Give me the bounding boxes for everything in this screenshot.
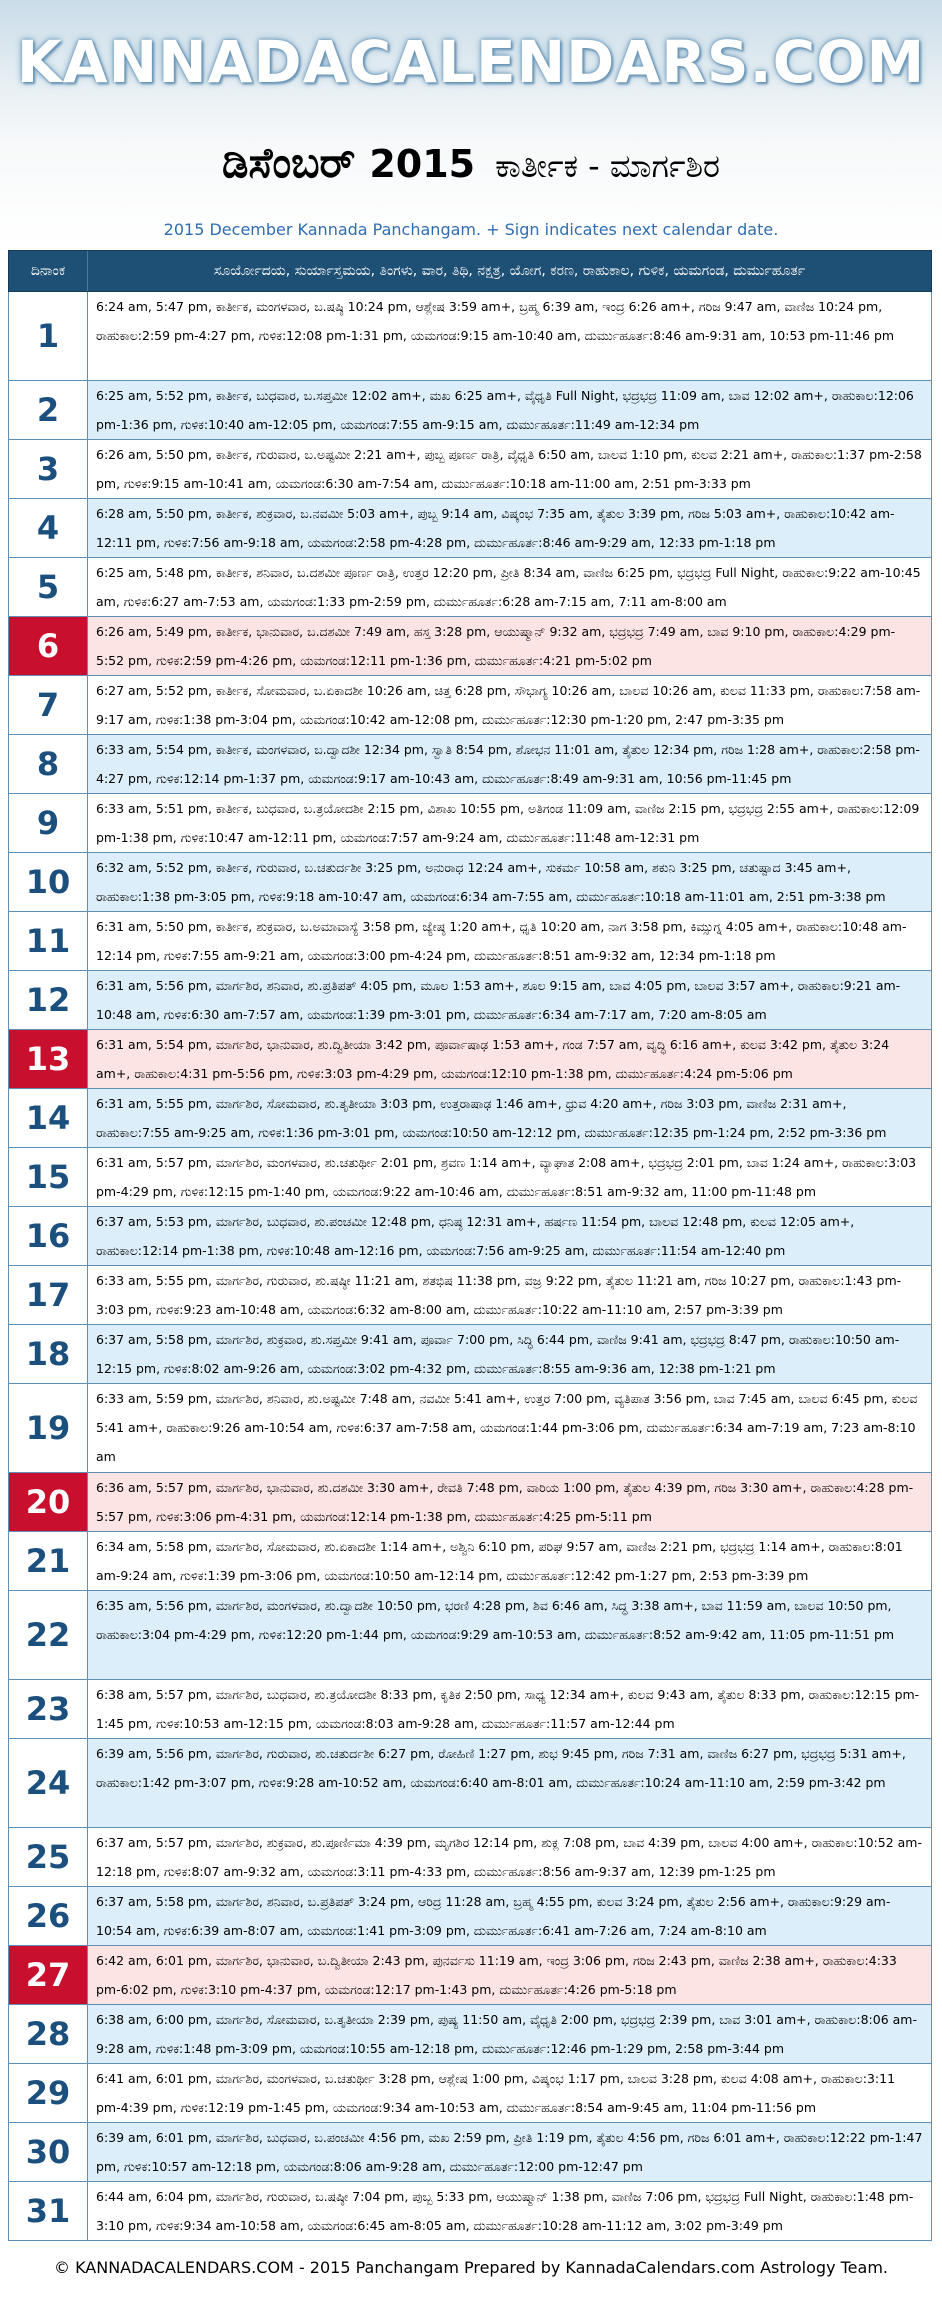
date-cell: 10 xyxy=(9,853,88,911)
date-cell: 11 xyxy=(9,912,88,970)
table-row xyxy=(8,735,932,794)
table-row xyxy=(8,617,932,676)
date-cell: 8 xyxy=(9,735,88,793)
details-cell: 6:28 am, 5:50 pm, ಕಾರ್ತೀಕ, ಶುಕ್ರವಾರ, ಬ.ನವಮೀ 5:03 am+, ಪುಬ್ಬ 9:14 am, ವಿಷ್ಕಂಭ 7:35 am, ತೈತುಲ 3:39 pm, ಗರಿಜ 5:03 am+, ರಾಹುಕಾಲ:10:42 am-12:11 pm, ಗುಳಿಕ:7:56 am-9:18 am, ಯಮಗಂಡ:2:58 pm-4:28 pm, ದುರ್ಮುಹೂರ್ತ:8:46 am-9:29 am, 12:33 pm-1:18 pm xyxy=(96,506,895,550)
details-cell: 6:37 am, 5:57 pm, ಮಾರ್ಗಶಿರ, ಶುಕ್ರವಾರ, ಶು.ಪೂರ್ಣಿಮಾ 4:39 pm, ಮೃಗಶಿರ 12:14 pm, ಶುಕ್ಲ 7:08 pm, ಬಾವ 4:39 pm, ಬಾಲವ 4:00 am+, ರಾಹುಕಾಲ:10:52 am-12:18 pm, ಗುಳಿಕ:8:07 am-9:32 am, ಯಮಗಂಡ:3:11 pm-4:33 pm, ದುರ್ಮುಹೂರ್ತ:8:56 am-9:37 am, 12:39 pm-1:25 pm xyxy=(96,1835,922,1879)
table-row xyxy=(8,853,932,912)
details-cell: 6:37 am, 5:58 pm, ಮಾರ್ಗಶಿರ, ಶನಿವಾರ, ಬ.ಪ್ರತಿಪತ್ 3:24 pm, ಆರಿದ್ರ 11:28 am, ಬ್ರಹ್ಮ 4:55 pm, ಕುಲವ 3:24 pm, ತೈತುಲ 2:56 am+, ರಾಹುಕಾಲ:9:29 am-10:54 am, ಗುಳಿಕ:6:39 am-8:07 am, ಯಮಗಂಡ:1:41 pm-3:09 pm, ದುರ್ಮುಹೂರ್ತ:6:41 am-7:26 am, 7:24 am-8:10 am xyxy=(96,1894,891,1938)
details-cell: 6:41 am, 6:01 pm, ಮಾರ್ಗಶಿರ, ಮಂಗಳವಾರ, ಬ.ಚತುರ್ಥೀ 3:28 pm, ಆಶ್ಲೇಷ 1:00 pm, ವಿಷ್ಕಂಭ 1:17 pm, ಬಾಲವ 3:28 pm, ಕುಲವ 4:08 am+, ರಾಹುಕಾಲ:3:11 pm-4:39 pm, ಗುಳಿಕ:12:19 pm-1:45 pm, ಯಮಗಂಡ:9:34 am-10:53 am, ದುರ್ಮುಹೂರ್ತ:8:54 am-9:45 am, 11:04 pm-11:56 pm xyxy=(96,2071,896,2115)
date-cell: 28 xyxy=(9,2005,88,2063)
table-row xyxy=(8,1532,932,1591)
date-cell: 20 xyxy=(9,1473,88,1531)
date-cell: 12 xyxy=(9,971,88,1029)
date-cell: 31 xyxy=(9,2182,88,2240)
table-row xyxy=(8,1384,932,1473)
details-cell: 6:39 am, 5:56 pm, ಮಾರ್ಗಶಿರ, ಗುರುವಾರ, ಶು.ಚತುರ್ದಶೀ 6:27 pm, ರೋಹಿಣಿ 1:27 pm, ಶುಭ 9:45 pm, ಗರಿಜ 7:31 am, ವಾಣಿಜ 6:27 pm, ಭದ್ರಭದ್ರ 5:31 am+, ರಾಹುಕಾಲ:1:42 pm-3:07 pm, ಗುಳಿಕ:9:28 am-10:52 am, ಯಮಗಂಡ:6:40 am-8:01 am, ದುರ್ಮುಹೂರ್ತ:10:24 am-11:10 am, 2:59 pm-3:42 pm xyxy=(96,1746,906,1790)
details-cell: 6:25 am, 5:52 pm, ಕಾರ್ತೀಕ, ಬುಧವಾರ, ಬ.ಸಪ್ತಮೀ 12:02 am+, ಮಖ 6:25 am+, ವೈಧೃತಿ Full Night, ಭದ್ರಭದ್ರ 11:09 am, ಬಾವ 12:02 am+, ರಾಹುಕಾಲ:12:06 pm-1:36 pm, ಗುಳಿಕ:10:40 am-12:05 pm, ಯಮಗಂಡ:7:55 am-9:15 am, ದುರ್ಮುಹೂರ್ತ:11:49 am-12:34 pm xyxy=(96,388,914,432)
table-header xyxy=(8,250,932,292)
date-cell: 19 xyxy=(9,1384,88,1472)
date-cell: 1 xyxy=(9,292,88,380)
table-row xyxy=(8,1325,932,1384)
details-cell: 6:26 am, 5:49 pm, ಕಾರ್ತೀಕ, ಭಾನುವಾರ, ಬ.ದಶಮೀ 7:49 am, ಹಸ್ತ 3:28 pm, ಆಯುಷ್ಮಾನ್ 9:32 am, ಭದ್ರಭದ್ರ 7:49 am, ಬಾವ 9:10 pm, ರಾಹುಕಾಲ:4:29 pm-5:52 pm, ಗುಳಿಕ:2:59 pm-4:26 pm, ಯಮಗಂಡ:12:11 pm-1:36 pm, ದುರ್ಮುಹೂರ್ತ:4:21 pm-5:02 pm xyxy=(96,624,896,668)
details-cell: 6:25 am, 5:48 pm, ಕಾರ್ತೀಕ, ಶನಿವಾರ, ಬ.ದಶಮೀ ಪೂರ್ಣ ರಾತ್ರಿ, ಉತ್ತರ 12:20 pm, ಪ್ರೀತಿ 8:34 am, ವಾಣಿಜ 6:25 pm, ಭದ್ರಭದ್ರ Full Night, ರಾಹುಕಾಲ:9:22 am-10:45 am, ಗುಳಿಕ:6:27 am-7:53 am, ಯಮಗಂಡ:1:33 pm-2:59 pm, ದುರ್ಮುಹೂರ್ತ:6:28 am-7:15 am, 7:11 am-8:00 am xyxy=(96,565,921,609)
table-row xyxy=(8,1207,932,1266)
date-cell: 29 xyxy=(9,2064,88,2122)
date-cell: 18 xyxy=(9,1325,88,1383)
table-row xyxy=(8,1680,932,1739)
details-cell: 6:34 am, 5:58 pm, ಮಾರ್ಗಶಿರ, ಸೋಮವಾರ, ಶು.ಏಕಾದಶೀ 1:14 am+, ಅಶ್ವಿನಿ 6:10 pm, ಪರಿಘ 9:57 am, ವಾಣಿಜ 2:21 pm, ಭದ್ರಭದ್ರ 1:14 am+, ರಾಹುಕಾಲ:8:01 am-9:24 am, ಗುಳಿಕ:1:39 pm-3:06 pm, ಯಮಗಂಡ:10:50 am-12:14 pm, ದುರ್ಮುಹೂರ್ತ:12:42 pm-1:27 pm, 2:53 pm-3:39 pm xyxy=(96,1539,903,1583)
date-cell: 9 xyxy=(9,794,88,852)
details-cell: 6:37 am, 5:53 pm, ಮಾರ್ಗಶಿರ, ಬುಧವಾರ, ಶು.ಪಂಚಮೀ 12:48 pm, ಧನಿಷ್ಠ 12:31 am+, ಹರ್ಷಣ 11:54 pm, ಬಾಲವ 12:48 pm, ಕುಲವ 12:05 am+, ರಾಹುಕಾಲ:12:14 pm-1:38 pm, ಗುಳಿಕ:10:48 am-12:16 pm, ಯಮಗಂಡ:7:56 am-9:25 am, ದುರ್ಮುಹೂರ್ತ:11:54 am-12:40 pm xyxy=(96,1214,855,1258)
date-cell: 15 xyxy=(9,1148,88,1206)
details-cell: 6:26 am, 5:50 pm, ಕಾರ್ತೀಕ, ಗುರುವಾರ, ಬ.ಅಷ್ಟಮೀ 2:21 am+, ಪುಬ್ಬ ಪೂರ್ಣ ರಾತ್ರಿ, ವೈಧೃತಿ 6:50 am, ಬಾಲವ 1:10 pm, ಕುಲವ 2:21 am+, ರಾಹುಕಾಲ:1:37 pm-2:58 pm, ಗುಳಿಕ:9:15 am-10:41 am, ಯಮಗಂಡ:6:30 am-7:54 am, ದುರ್ಮುಹೂರ್ತ:10:18 am-11:00 am, 2:51 pm-3:33 pm xyxy=(96,447,922,491)
table-row xyxy=(8,1266,932,1325)
date-cell: 16 xyxy=(9,1207,88,1265)
details-cell: 6:31 am, 5:50 pm, ಕಾರ್ತೀಕ, ಶುಕ್ರವಾರ, ಬ.ಅಮಾವಾಸ್ಯೆ 3:58 pm, ಜ್ಯೇಷ್ಠ 1:20 am+, ಧೃತಿ 10:20 am, ನಾಗ 3:58 pm, ಕಿಮ್ಸುಗ್ನ 4:05 am+, ರಾಹುಕಾಲ:10:48 am-12:14 pm, ಗುಳಿಕ:7:55 am-9:21 am, ಯಮಗಂಡ:3:00 pm-4:24 pm, ದುರ್ಮುಹೂರ್ತ:8:51 am-9:32 am, 12:34 pm-1:18 pm xyxy=(96,919,907,963)
details-cell: 6:42 am, 6:01 pm, ಮಾರ್ಗಶಿರ, ಭಾನುವಾರ, ಬ.ದ್ವಿತೀಯಾ 2:43 pm, ಪುನರ್ವಸು 11:19 am, ಇಂದ್ರ 3:06 pm, ಗರಿಜ 2:43 pm, ವಾಣಿಜ 2:38 am+, ರಾಹುಕಾಲ:4:33 pm-6:02 pm, ಗುಳಿಕ:3:10 pm-4:37 pm, ಯಮಗಂಡ:12:17 pm-1:43 pm, ದುರ್ಮುಹೂರ್ತ:4:26 pm-5:18 pm xyxy=(96,1953,897,1997)
details-cell: 6:31 am, 5:54 pm, ಮಾರ್ಗಶಿರ, ಭಾನುವಾರ, ಶು.ದ್ವಿತೀಯಾ 3:42 pm, ಪೂರ್ವಾಷಾಢ 1:53 am+, ಗಂಡ 7:57 am, ವೃದ್ಧಿ 6:16 am+, ಕುಲವ 3:42 pm, ತೈತುಲ 3:24 am+, ರಾಹುಕಾಲ:4:31 pm-5:56 pm, ಗುಳಿಕ:3:03 pm-4:29 pm, ಯಮಗಂಡ:12:10 pm-1:38 pm, ದುರ್ಮುಹೂರ್ತ:4:24 pm-5:06 pm xyxy=(96,1037,890,1081)
details-cell: 6:24 am, 5:47 pm, ಕಾರ್ತೀಕ, ಮಂಗಳವಾರ, ಬ.ಷಷ್ಠಿ 10:24 pm, ಆಶ್ಲೇಷ 3:59 am+, ಬ್ರಹ್ಮ 6:39 am, ಇಂದ್ರ 6:26 am+, ಗರಿಜ 9:47 am, ವಾಣಿಜ 10:24 pm, ರಾಹುಕಾಲ:2:59 pm-4:27 pm, ಗುಳಿಕ:12:08 pm-1:31 pm, ಯಮಗಂಡ:9:15 am-10:40 am, ದುರ್ಮುಹೂರ್ತ:8:46 am-9:31 am, 10:53 pm-11:46 pm xyxy=(96,299,895,343)
details-cell: 6:33 am, 5:59 pm, ಮಾರ್ಗಶಿರ, ಶನಿವಾರ, ಶು.ಅಷ್ಟಮೀ 7:48 am, ನವಮೀ 5:41 am+, ಉತ್ತರ 7:00 pm, ವ್ಯತಿಪಾತ 3:56 pm, ಬಾವ 7:45 am, ಬಾಲವ 6:45 pm, ಕುಲವ 5:41 am+, ರಾಹುಕಾಲ:9:26 am-10:54 am, ಗುಳಿಕ:6:37 am-7:58 am, ಯಮಗಂಡ:1:44 pm-3:06 pm, ದುರ್ಮುಹೂರ್ತ:6:34 am-7:19 am, 7:23 am-8:10 am xyxy=(96,1391,918,1464)
details-cell: 6:44 am, 6:04 pm, ಮಾರ್ಗಶಿರ, ಗುರುವಾರ, ಬ.ಷಷ್ಠೀ 7:04 pm, ಪುಬ್ಬ 5:33 pm, ಆಯುಷ್ಮಾನ್ 1:38 pm, ವಾಣಿಜ 7:06 pm, ಭದ್ರಭದ್ರ Full Night, ರಾಹುಕಾಲ:1:48 pm-3:10 pm, ಗುಳಿಕ:9:34 am-10:58 am, ಯಮಗಂಡ:6:45 am-8:05 am, ದುರ್ಮುಹೂರ್ತ:10:28 am-11:12 am, 3:02 pm-3:49 pm xyxy=(96,2189,914,2233)
site-logo[interactable]: KANNADACALENDARS.COM xyxy=(16,28,926,96)
details-cell: 6:37 am, 5:58 pm, ಮಾರ್ಗಶಿರ, ಶುಕ್ರವಾರ, ಶು.ಸಪ್ತಮೀ 9:41 am, ಪೂರ್ವಾ 7:00 pm, ಸಿದ್ಧಿ 6:44 pm, ವಾಣಿಜ 9:41 am, ಭದ್ರಭದ್ರ 8:47 pm, ರಾಹುಕಾಲ:10:50 am-12:15 pm, ಗುಳಿಕ:8:02 am-9:26 am, ಯಮಗಂಡ:3:02 pm-4:32 pm, ದುರ್ಮುಹೂರ್ತ:8:55 am-9:36 am, 12:38 pm-1:21 pm xyxy=(96,1332,900,1376)
details-cell: 6:31 am, 5:55 pm, ಮಾರ್ಗಶಿರ, ಸೋಮವಾರ, ಶು.ತೃತೀಯಾ 3:03 pm, ಉತ್ತರಾಷಾಢ 1:46 am+, ಧ್ರುವ 4:20 am+, ಗರಿಜ 3:03 pm, ವಾಣಿಜ 2:31 am+, ರಾಹುಕಾಲ:7:55 am-9:25 am, ಗುಳಿಕ:1:36 pm-3:01 pm, ಯಮಗಂಡ:10:50 am-12:12 pm, ದುರ್ಮುಹೂರ್ತ:12:35 pm-1:24 pm, 2:52 pm-3:36 pm xyxy=(96,1096,887,1140)
table-row xyxy=(8,2123,932,2182)
table-row xyxy=(8,1089,932,1148)
details-cell: 6:33 am, 5:51 pm, ಕಾರ್ತೀಕ, ಬುಧವಾರ, ಬ.ತ್ರಯೋದಶೀ 2:15 pm, ವಿಶಾಖ 10:55 pm, ಅತಿಗಂಡ 11:09 am, ವಾಣಿಜ 2:15 pm, ಭದ್ರಭದ್ರ 2:55 am+, ರಾಹುಕಾಲ:12:09 pm-1:38 pm, ಗುಳಿಕ:10:47 am-12:11 pm, ಯಮಗಂಡ:7:57 am-9:24 am, ದುರ್ಮುಹೂರ್ತ:11:48 am-12:31 pm xyxy=(96,801,920,845)
header xyxy=(0,0,942,244)
date-cell: 4 xyxy=(9,499,88,557)
table-row xyxy=(8,971,932,1030)
details-cell: 6:39 am, 6:01 pm, ಮಾರ್ಗಶಿರ, ಬುಧವಾರ, ಬ.ಪಂಚಮೀ 4:56 pm, ಮಖ 2:59 pm, ಪ್ರೀತಿ 1:19 pm, ತೈತುಲ 4:56 pm, ಗರಿಜ 6:01 am+, ರಾಹುಕಾಲ:12:22 pm-1:47 pm, ಗುಳಿಕ:10:57 am-12:18 pm, ಯಮಗಂಡ:8:06 am-9:28 am, ದುರ್ಮುಹೂರ್ತ:12:00 pm-12:47 pm xyxy=(96,2130,923,2174)
table-row xyxy=(8,1739,932,1828)
table-row xyxy=(8,440,932,499)
table-row xyxy=(8,1828,932,1887)
date-cell: 25 xyxy=(9,1828,88,1886)
table-row xyxy=(8,381,932,440)
details-cell: 6:36 am, 5:57 pm, ಮಾರ್ಗಶಿರ, ಭಾನುವಾರ, ಶು.ದಶಮೀ 3:30 am+, ರೇವತಿ 7:48 pm, ವಾರಿಯ 1:00 pm, ತೈತುಲ 4:39 pm, ಗರಿಜ 3:30 am+, ರಾಹುಕಾಲ:4:28 pm-5:57 pm, ಗುಳಿಕ:3:06 pm-4:31 pm, ಯಮಗಂಡ:12:14 pm-1:38 pm, ದುರ್ಮುಹೂರ್ತ:4:25 pm-5:11 pm xyxy=(96,1480,914,1524)
table-row xyxy=(8,292,932,381)
date-cell: 24 xyxy=(9,1739,88,1827)
date-cell: 30 xyxy=(9,2123,88,2181)
date-cell: 6 xyxy=(9,617,88,675)
details-cell: 6:38 am, 6:00 pm, ಮಾರ್ಗಶಿರ, ಸೋಮವಾರ, ಬ.ತೃತೀಯಾ 2:39 pm, ಪುಷ್ಯ 11:50 am, ವೈಧೃತಿ 2:00 pm, ಭದ್ರಭದ್ರ 2:39 pm, ಬಾವ 3:01 am+, ರಾಹುಕಾಲ:8:06 am-9:28 am, ಗುಳಿಕ:1:48 pm-3:09 pm, ಯಮಗಂಡ:10:55 am-12:18 pm, ದುರ್ಮುಹೂರ್ತ:12:46 pm-1:29 pm, 2:58 pm-3:44 pm xyxy=(96,2012,917,2056)
table-row xyxy=(8,1591,932,1680)
date-cell: 26 xyxy=(9,1887,88,1945)
table-row xyxy=(8,912,932,971)
details-cell: 6:35 am, 5:56 pm, ಮಾರ್ಗಶಿರ, ಮಂಗಳವಾರ, ಶು.ದ್ವಾದಶೀ 10:50 pm, ಭರಣಿ 4:28 pm, ಶಿವ 6:46 am, ಸಿದ್ಧ 3:38 am+, ಬಾವ 11:59 am, ಬಾಲವ 10:50 pm, ರಾಹುಕಾಲ:3:04 pm-4:29 pm, ಗುಳಿಕ:12:20 pm-1:44 pm, ಯಮಗಂಡ:9:29 am-10:53 am, ದುರ್ಮುಹೂರ್ತ:8:52 am-9:42 am, 11:05 pm-11:51 pm xyxy=(96,1598,895,1642)
hindu-months: ಕಾರ್ತೀಕ - ಮಾರ್ಗಶಿರ xyxy=(495,147,720,185)
details-cell: 6:31 am, 5:56 pm, ಮಾರ್ಗಶಿರ, ಶನಿವಾರ, ಶು.ಪ್ರತಿಪತ್ 4:05 pm, ಮೂಲ 1:53 am+, ಶೂಲ 9:15 am, ಬಾವ 4:05 pm, ಬಾಲವ 3:57 am+, ರಾಹುಕಾಲ:9:21 am-10:48 am, ಗುಳಿಕ:6:30 am-7:57 am, ಯಮಗಂಡ:1:39 pm-3:01 pm, ದುರ್ಮುಹೂರ್ತ:6:34 am-7:17 am, 7:20 am-8:05 am xyxy=(96,978,901,1022)
details-cell: 6:38 am, 5:57 pm, ಮಾರ್ಗಶಿರ, ಬುಧವಾರ, ಶು.ತ್ರಯೋದಶೀ 8:33 pm, ಕೃತಿಕ 2:50 pm, ಸಾಧ್ಯ 12:34 am+, ಕುಲವ 9:43 am, ತೈತುಲ 8:33 pm, ರಾಹುಕಾಲ:12:15 pm-1:45 pm, ಗುಳಿಕ:10:53 am-12:15 pm, ಯಮಗಂಡ:8:03 am-9:28 am, ದುರ್ಮುಹೂರ್ತ:11:57 am-12:44 pm xyxy=(96,1687,920,1731)
year-title: 2015 xyxy=(369,142,476,186)
date-cell: 5 xyxy=(9,558,88,616)
details-cell: 6:32 am, 5:52 pm, ಕಾರ್ತೀಕ, ಗುರುವಾರ, ಬ.ಚತುರ್ದಶೀ 3:25 pm, ಅನುರಾಧ 12:24 am+, ಸುಕರ್ಮ 10:58 am, ಶಕುನಿ 3:25 pm, ಚತುಷ್ಪಾದ 3:45 am+, ರಾಹುಕಾಲ:1:38 pm-3:05 pm, ಗುಳಿಕ:9:18 am-10:47 am, ಯಮಗಂಡ:6:34 am-7:55 am, ದುರ್ಮುಹೂರ್ತ:10:18 am-11:01 am, 2:51 pm-3:38 pm xyxy=(96,860,886,904)
date-cell: 27 xyxy=(9,1946,88,2004)
details-cell: 6:27 am, 5:52 pm, ಕಾರ್ತೀಕ, ಸೋಮವಾರ, ಬ.ಏಕಾದಶೀ 10:26 am, ಚಿತ್ತ 6:28 pm, ಸೌಭಾಗ್ಯ 10:26 am, ಬಾಲವ 10:26 am, ಕುಲವ 11:33 pm, ರಾಹುಕಾಲ:7:58 am-9:17 am, ಗುಳಿಕ:1:38 pm-3:04 pm, ಯಮಗಂಡ:10:42 am-12:08 pm, ದುರ್ಮುಹೂರ್ತ:12:30 pm-1:20 pm, 2:47 pm-3:35 pm xyxy=(96,683,921,727)
table-row xyxy=(8,1946,932,2005)
details-cell: 6:33 am, 5:54 pm, ಕಾರ್ತೀಕ, ಮಂಗಳವಾರ, ಬ.ದ್ವಾದಶೀ 12:34 pm, ಸ್ವಾತಿ 8:54 pm, ಶೋಭನ 11:01 am, ತೈತುಲ 12:34 pm, ಗರಿಜ 1:28 am+, ರಾಹುಕಾಲ:2:58 pm-4:27 pm, ಗುಳಿಕ:12:14 pm-1:37 pm, ಯಮಗಂಡ:9:17 am-10:43 am, ದುರ್ಮುಹೂರ್ತ:8:49 am-9:31 am, 10:56 pm-11:45 pm xyxy=(96,742,920,786)
table-row xyxy=(8,1030,932,1089)
table-body xyxy=(8,292,932,2241)
date-cell: 22 xyxy=(9,1591,88,1679)
col-date-header: ದಿನಾಂಕ xyxy=(9,251,88,291)
date-cell: 7 xyxy=(9,676,88,734)
table-row xyxy=(8,794,932,853)
table-row xyxy=(8,1887,932,1946)
date-cell: 17 xyxy=(9,1266,88,1324)
table-row xyxy=(8,2182,932,2241)
subtitle: 2015 December Kannada Panchangam. + Sign indicates next calendar date. xyxy=(163,220,779,239)
col-details-header: ಸೂರ್ಯೋದಯ, ಸುರ್ಯಾಸ್ತಮಯ, ತಿಂಗಳು, ವಾರ, ತಿಥಿ, ನಕ್ಷತ್ರ, ಯೋಗ, ಕರಣ, ರಾಹುಕಾಲ, ಗುಳಿಕ, ಯಮಗಂಡ, ದುರ್ಮುಹೂರ್ತ xyxy=(213,263,806,279)
date-cell: 14 xyxy=(9,1089,88,1147)
date-cell: 21 xyxy=(9,1532,88,1590)
table-row xyxy=(8,558,932,617)
table-row xyxy=(8,2005,932,2064)
date-cell: 13 xyxy=(9,1030,88,1088)
details-cell: 6:33 am, 5:55 pm, ಮಾರ್ಗಶಿರ, ಗುರುವಾರ, ಶು.ಷಷ್ಠೀ 11:21 am, ಶತಭಿಷ 11:38 pm, ವಜ್ರ 9:22 pm, ತೈತುಲ 11:21 am, ಗರಿಜ 10:27 pm, ರಾಹುಕಾಲ:1:43 pm-3:03 pm, ಗುಳಿಕ:9:23 am-10:48 am, ಯಮಗಂಡ:6:32 am-8:00 am, ದುರ್ಮುಹೂರ್ತ:10:22 am-11:10 am, 2:57 pm-3:39 pm xyxy=(96,1273,902,1317)
table-row xyxy=(8,499,932,558)
month-title: ಡಿಸೆಂಬರ್ xyxy=(222,138,356,187)
date-cell: 3 xyxy=(9,440,88,498)
footer: © KANNADACALENDARS.COM - 2015 Panchangam Prepared by KannadaCalendars.com Astrology Team. xyxy=(54,2258,888,2277)
table-row xyxy=(8,1148,932,1207)
title-row xyxy=(0,138,942,188)
date-cell: 2 xyxy=(9,381,88,439)
table-row xyxy=(8,2064,932,2123)
details-cell: 6:31 am, 5:57 pm, ಮಾರ್ಗಶಿರ, ಮಂಗಳವಾರ, ಶು.ಚತುರ್ಥೀ 2:01 pm, ಶ್ರವಣ 1:14 am+, ವ್ಯಾಘಾತ 2:08 am+, ಭದ್ರಭದ್ರ 2:01 pm, ಬಾವ 1:24 am+, ರಾಹುಕಾಲ:3:03 pm-4:29 pm, ಗುಳಿಕ:12:15 pm-1:40 pm, ಯಮಗಂಡ:9:22 am-10:46 am, ದುರ್ಮುಹೂರ್ತ:8:51 am-9:32 am, 11:00 pm-11:48 pm xyxy=(96,1155,917,1199)
panchang-table xyxy=(8,250,932,2241)
table-row xyxy=(8,676,932,735)
date-cell: 23 xyxy=(9,1680,88,1738)
table-row xyxy=(8,1473,932,1532)
